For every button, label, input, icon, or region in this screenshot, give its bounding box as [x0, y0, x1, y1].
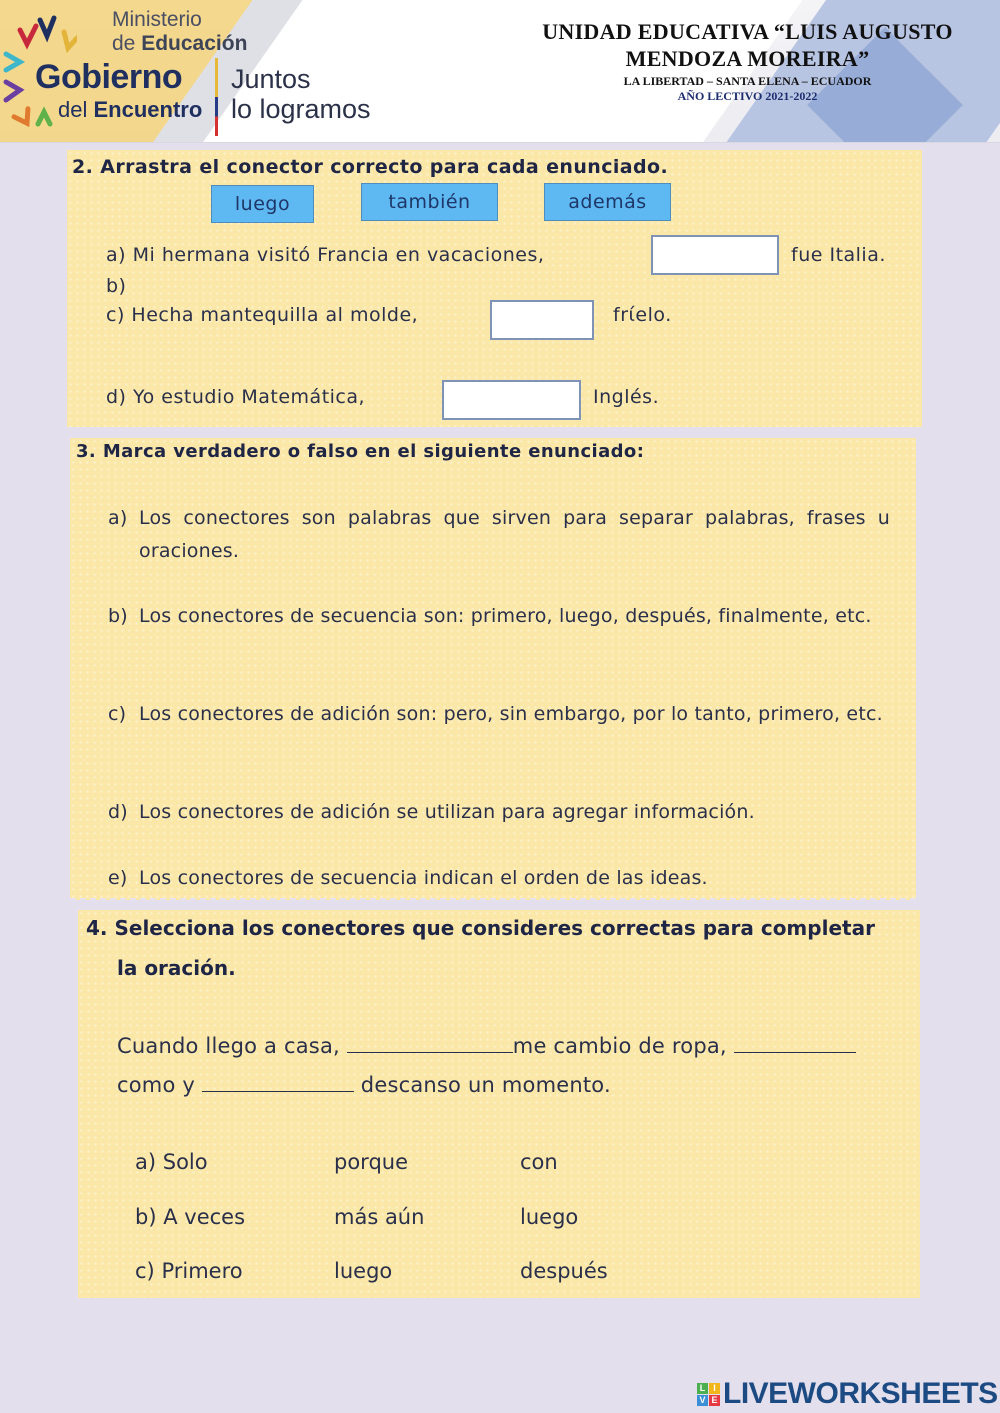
- drop-box-d[interactable]: [442, 380, 581, 420]
- option-c-word-3[interactable]: después: [520, 1259, 608, 1283]
- government-name: Gobierno: [35, 58, 183, 96]
- ministry-line-2: [112, 32, 247, 56]
- question-3-section: [70, 438, 916, 900]
- slogan-line-2: lo logramos: [231, 94, 371, 124]
- sentence-blank-1[interactable]: [347, 1035, 513, 1053]
- item-a-text: [106, 244, 544, 266]
- item-a-before: Mi hermana visitó Francia en vacaciones,: [132, 244, 545, 266]
- question-4-section: [78, 910, 920, 1298]
- option-c-word-2[interactable]: luego: [334, 1259, 393, 1283]
- tf-item-e[interactable]: [108, 862, 890, 895]
- sentence-blank-3[interactable]: [202, 1074, 354, 1092]
- option-c-word-1-text: Primero: [161, 1259, 243, 1283]
- government-subtitle: [58, 97, 202, 123]
- item-c-text: [106, 304, 418, 326]
- slogan: [231, 64, 371, 124]
- drop-box-c[interactable]: [490, 300, 594, 340]
- tf-item-c-label: c): [108, 703, 127, 725]
- item-c-label: c): [106, 304, 125, 326]
- liveworksheets-wordmark: LIVEWORKSHEETS: [723, 1377, 998, 1410]
- tf-item-c-text: Los conectores de adición son: pero, sin embargo, por lo tanto, primero, etc.: [139, 703, 883, 725]
- drag-chip-tambien[interactable]: también: [361, 183, 498, 221]
- item-d-text: [106, 386, 365, 408]
- question-4-title-line-1: 4. Selecciona los conectores que consideres correctas para completar: [86, 916, 875, 940]
- option-b-word-1[interactable]: [135, 1205, 245, 1229]
- tf-item-e-label: e): [108, 867, 128, 889]
- tf-item-b-text: Los conectores de secuencia son: primero, luego, después, finalmente, etc.: [139, 605, 872, 627]
- item-c-after: frίelo.: [613, 304, 672, 326]
- option-a-word-2[interactable]: porque: [334, 1150, 409, 1174]
- logo-letter-e: E: [709, 1395, 720, 1406]
- option-a-word-1[interactable]: [135, 1150, 208, 1174]
- item-a-label: a): [106, 244, 127, 266]
- item-b-label: b): [106, 275, 127, 297]
- tf-item-d-text: Los conectores de adición se utilizan para agregar información.: [139, 801, 755, 823]
- gov-line-2-bold: Encuentro: [93, 97, 203, 122]
- option-a-word-1-text: Solo: [162, 1150, 208, 1174]
- slogan-line-1: Juntos: [231, 64, 311, 94]
- question-4-title-line-2: la oración.: [117, 956, 236, 980]
- school-name-line-1: UNIDAD EDUCATIVA “LUIS AUGUSTO: [542, 19, 953, 44]
- drop-box-a[interactable]: [651, 235, 779, 275]
- ministry-line-1: Ministerio: [112, 8, 202, 31]
- sentence-blank-2[interactable]: [734, 1035, 856, 1053]
- tf-item-c[interactable]: [108, 698, 890, 731]
- tf-item-a-label: a): [108, 507, 128, 529]
- question-3-title: 3. Marca verdadero o falso en el siguiente enunciado:: [76, 441, 645, 462]
- liveworksheets-logo: [697, 1377, 998, 1411]
- sentence-line-1: [117, 1034, 856, 1058]
- tf-item-b-label: b): [108, 605, 128, 627]
- drag-chip-luego[interactable]: luego: [211, 185, 314, 223]
- option-a-label: a): [135, 1150, 157, 1174]
- logo-letter-v: V: [697, 1395, 708, 1406]
- drag-chip-ademas[interactable]: además: [544, 183, 671, 221]
- item-c-before: Hecha mantequilla al molde,: [131, 304, 419, 326]
- sentence-part-4: descanso un momento.: [360, 1073, 611, 1097]
- school-location: LA LIBERTAD – SANTA ELENA – ECUADOR: [623, 74, 872, 88]
- sentence-part-1: Cuando llego a casa,: [117, 1034, 340, 1058]
- tf-item-a[interactable]: [108, 502, 890, 568]
- logo-letter-l: L: [697, 1383, 708, 1394]
- tf-item-e-text: Los conectores de secuencia indican el orden de las ideas.: [139, 867, 708, 889]
- school-year: AÑO LECTIVO 2021-2022: [677, 89, 818, 103]
- school-name-line-2: MENDOZA MOREIRA”: [625, 46, 870, 71]
- header-banner: [0, 0, 1000, 143]
- question-2-section: [67, 150, 922, 427]
- school-heading: [505, 18, 990, 104]
- item-a-after: fue Italia.: [791, 244, 886, 266]
- ministry-name: [112, 8, 247, 56]
- item-d-before: Yo estudio Matemática,: [133, 386, 366, 408]
- flag-divider: [215, 58, 218, 136]
- ministry-line-2-bold: Educación: [141, 32, 248, 55]
- tf-item-d[interactable]: [108, 796, 890, 829]
- logo-letter-i: I: [709, 1383, 720, 1394]
- sentence-line-2: [117, 1073, 611, 1097]
- option-b-word-3[interactable]: luego: [520, 1205, 579, 1229]
- sentence-part-2: me cambio de ropa,: [512, 1034, 727, 1058]
- item-d-after: Inglés.: [593, 386, 660, 408]
- question-2-title: 2. Arrastra el conector correcto para cada enunciado.: [72, 156, 669, 178]
- option-b-label: b): [135, 1205, 157, 1229]
- tf-item-d-label: d): [108, 801, 128, 823]
- option-c-label: c): [135, 1259, 155, 1283]
- ministry-line-2-prefix: de: [112, 32, 142, 55]
- option-b-word-2[interactable]: más aún: [334, 1205, 425, 1229]
- option-c-word-1[interactable]: [135, 1259, 243, 1283]
- tf-item-a-text: Los conectores son palabras que sirven para separar palabras, frases u oraciones.: [139, 507, 890, 562]
- sentence-part-3: como y: [117, 1073, 196, 1097]
- option-b-word-1-text: A veces: [163, 1205, 246, 1229]
- tf-item-b[interactable]: [108, 600, 890, 633]
- option-a-word-3[interactable]: con: [520, 1150, 558, 1174]
- item-d-label: d): [106, 386, 127, 408]
- liveworksheets-icon: [697, 1383, 720, 1406]
- gov-line-2-prefix: del: [58, 97, 94, 122]
